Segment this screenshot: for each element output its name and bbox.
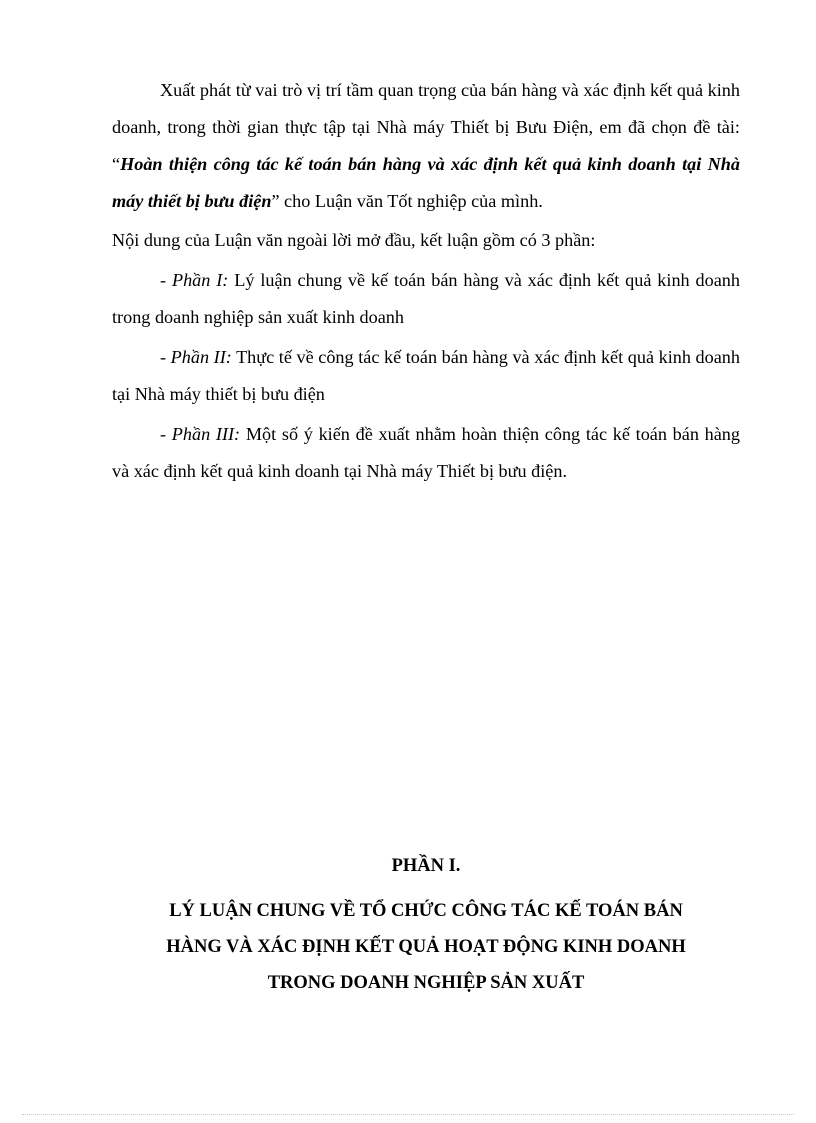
page-bottom-divider xyxy=(22,1114,794,1115)
part-text: Một số ý kiến đề xuất nhằm hoàn thiện công tác kế toán bán hàng và xác định kết quả kinh doanh tại Nhà máy Thiết bị bưu điện. xyxy=(112,424,740,481)
part-item-3 xyxy=(112,416,740,490)
intro-lead: Xuất phát từ vai trò vị trí tầm quan trọng của bán hàng và xác định kết quả kinh doanh, trong thời gian thực tập tại Nhà máy Thiết bị Bưu Điện, em đã chọn đề tài: “ xyxy=(112,80,740,174)
section-title-line-1: LÝ LUẬN CHUNG VỀ TỔ CHỨC CÔNG TÁC KẾ TOÁN BÁN xyxy=(169,901,683,921)
intro-paragraph xyxy=(112,72,740,220)
part-label: Phần II: xyxy=(170,347,232,367)
contents-intro: Nội dung của Luận văn ngoài lời mở đầu, kết luận gồm có 3 phần: xyxy=(112,230,596,250)
part-label: Phần III: xyxy=(171,424,241,444)
section-title-line-2: HÀNG VÀ XÁC ĐỊNH KẾT QUẢ HOẠT ĐỘNG KINH DOANH xyxy=(166,937,686,957)
part-label: Phần I: xyxy=(171,270,229,290)
thesis-title: Hoàn thiện công tác kế toán bán hàng và xác định kết quả kinh doanh tại Nhà máy thiết bị bưu điện xyxy=(112,154,740,211)
part-item-1 xyxy=(112,262,740,336)
part-text: Lý luận chung về kế toán bán hàng và xác định kết quả kinh doanh trong doanh nghiệp sản xuất kinh doanh xyxy=(112,270,740,327)
part-dash: - xyxy=(160,424,172,444)
part-dash: - xyxy=(160,347,171,367)
section-heading xyxy=(112,848,740,1001)
part-dash: - xyxy=(160,270,172,290)
document-body xyxy=(112,72,740,490)
intro-tail: ” cho Luận văn Tốt nghiệp của mình. xyxy=(271,191,543,211)
part-text: Thực tế về công tác kế toán bán hàng và xác định kết quả kinh doanh tại Nhà máy thiết bị bưu điện xyxy=(112,347,740,404)
section-title-line-3: TRONG DOANH NGHIỆP SẢN XUẤT xyxy=(267,973,585,993)
part-item-2 xyxy=(112,339,740,413)
section-part-number: PHẦN I. xyxy=(391,856,461,876)
